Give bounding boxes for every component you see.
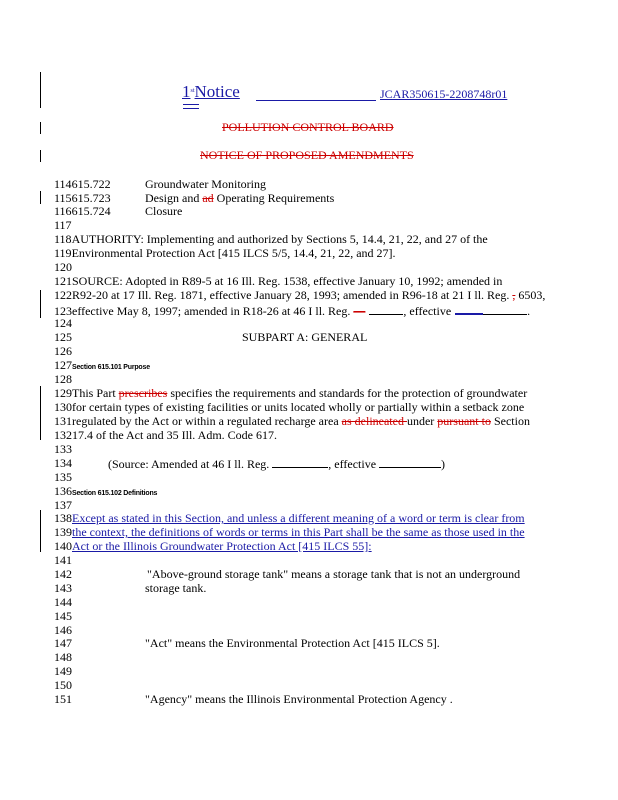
line-number: 143 [54, 581, 72, 595]
blank-reg [369, 303, 403, 315]
definition-text: "Above-ground storage tank" means a storage tank that is not an underground [147, 567, 521, 581]
deleted-text: ad [202, 191, 214, 205]
line-number: 129 [54, 386, 72, 400]
section-title: Design and [145, 191, 203, 205]
deleted-text: , [512, 288, 516, 302]
line-138 [54, 511, 525, 525]
inserted-text: Act or the Illinois Groundwater Protection Act [415 ILCS 55]: [72, 539, 372, 553]
line-133 [54, 442, 72, 456]
line-147 [54, 636, 440, 650]
line-135 [54, 470, 72, 484]
definition-text: storage tank. [145, 581, 207, 595]
source-note: (Source: Amended at 46 I ll. Reg. [108, 457, 273, 471]
line-text: R92-20 at 17 Ill. Reg. 1871, effective January 28, 1993; amended in R96-18 at 21 I ll. Reg. [72, 288, 513, 302]
line-142 [54, 567, 521, 581]
line-number: 131 [54, 414, 72, 428]
inserted-text: Except as stated in this Section, and unless a different meaning of a word or term is clear from [72, 511, 525, 525]
notice-title: NOTICE OF PROPOSED AMENDMENTS [200, 148, 414, 162]
section-number: 615.724 [71, 204, 111, 218]
header-double-rule [183, 104, 199, 109]
line-text: for certain types of existing facilities or units located wholly or partially within a setback zone [72, 400, 525, 414]
line-137 [54, 498, 72, 512]
line-text: AUTHORITY: Implementing and authorized by Sections 5, 14.4, 21, 22, and 27 of the [71, 232, 488, 246]
blank-reg [272, 456, 328, 468]
line-number: 122 [54, 288, 72, 302]
line-number: 146 [54, 623, 72, 637]
change-bar [40, 72, 41, 108]
line-number: 134 [54, 456, 72, 470]
line-number: 136 [54, 484, 72, 498]
change-bar [40, 150, 41, 162]
doc-id: JCAR350615-2208748r01 [380, 87, 508, 101]
header-superscript: st [190, 88, 195, 94]
header-notice: Notice [194, 82, 240, 101]
line-number: 132 [54, 428, 72, 442]
line-146 [54, 623, 72, 637]
deleted-text: prescribes [118, 386, 168, 400]
line-number: 118 [54, 232, 72, 246]
line-text: 6503, [515, 288, 546, 302]
change-bar [40, 290, 41, 318]
blank-effective-inserted [455, 302, 483, 315]
blank-effective [379, 456, 441, 468]
line-number: 145 [54, 609, 72, 623]
line-number: 149 [54, 664, 72, 678]
line-number: 126 [54, 344, 72, 358]
change-bar [40, 510, 41, 552]
line-number: 121 [54, 274, 72, 288]
blank-effective [483, 303, 527, 315]
page-header [182, 82, 240, 102]
line-118 [54, 232, 488, 246]
line-text: Section [490, 414, 530, 428]
line-text: . [527, 304, 531, 318]
line-115 [54, 191, 335, 205]
line-number: 133 [54, 442, 72, 456]
change-bar [40, 386, 41, 440]
line-116 [54, 204, 183, 218]
line-number: 137 [54, 498, 72, 512]
line-number: 141 [54, 553, 72, 567]
line-148 [54, 650, 72, 664]
line-text: effective May 8, 1997; amended in R18-26 at 46 I ll. Reg. [72, 304, 354, 318]
deleted-text: as delineated [341, 414, 407, 428]
line-number: 142 [54, 567, 72, 581]
line-150 [54, 678, 72, 692]
line-139 [54, 525, 525, 539]
line-text: regulated by the Act or within a regulated recharge area [72, 414, 342, 428]
line-141 [54, 553, 72, 567]
line-number: 116 [54, 204, 72, 218]
header-number: 1 [182, 82, 191, 101]
line-128 [54, 372, 72, 386]
change-bar [40, 122, 41, 134]
line-text: SOURCE: Adopted in R89-5 at 16 Ill. Reg. 1538, effective January 10, 1992; amended in [72, 274, 503, 288]
line-132 [54, 428, 277, 442]
line-text: This Part [72, 386, 119, 400]
line-text: under [406, 414, 438, 428]
line-145 [54, 609, 72, 623]
line-140 [54, 539, 372, 553]
source-note: , effective [328, 457, 380, 471]
line-number: 135 [54, 470, 72, 484]
section-number: 615.722 [71, 177, 111, 191]
line-text: Environmental Protection Act [415 ILCS 5/5, 14.4, 21, 22, and 27]. [71, 246, 396, 260]
line-144 [54, 595, 72, 609]
definition-text: "Agency" means the Illinois Environmental Protection Agency . [145, 692, 453, 706]
section-heading: Section 615.101 Purpose [72, 364, 150, 371]
line-text: , effective [403, 304, 452, 318]
section-title: Groundwater Monitoring [145, 177, 266, 191]
line-number: 150 [54, 678, 72, 692]
deleted-text: pursuant to [437, 414, 491, 428]
board-title: POLLUTION CONTROL BOARD [222, 120, 394, 134]
line-125 [54, 330, 368, 344]
line-number: 127 [54, 358, 72, 372]
source-note: ) [441, 457, 446, 471]
line-number: 120 [54, 260, 72, 274]
line-123 [54, 302, 530, 318]
line-number: 138 [54, 511, 72, 525]
line-121 [54, 274, 502, 288]
line-130 [54, 400, 524, 414]
line-131 [54, 414, 530, 428]
line-number: 148 [54, 650, 72, 664]
line-number: 144 [54, 595, 72, 609]
line-117 [54, 218, 72, 232]
line-number: 151 [54, 692, 72, 706]
line-number: 125 [54, 330, 72, 344]
deleted-text: — [353, 304, 366, 318]
section-number: 615.723 [71, 191, 111, 205]
line-122 [54, 288, 545, 302]
line-120 [54, 260, 72, 274]
subpart-heading: SUBPART A: GENERAL [242, 330, 368, 344]
line-114 [54, 177, 266, 191]
line-124 [54, 316, 72, 330]
line-number: 139 [54, 525, 72, 539]
line-number: 123 [54, 304, 72, 318]
section-title: Closure [145, 204, 183, 218]
section-title: Operating Requirements [213, 191, 335, 205]
definition-text: "Act" means the Environmental Protection Act [415 ILCS 5]. [145, 636, 440, 650]
change-bar [40, 191, 41, 204]
line-129 [54, 386, 527, 400]
line-text: specifies the requirements and standards for the protection of groundwater [167, 386, 528, 400]
line-134 [54, 456, 446, 471]
line-number: 124 [54, 316, 72, 330]
line-number: 140 [54, 539, 72, 553]
header-rule [256, 100, 376, 101]
line-number: 147 [54, 636, 72, 650]
line-number: 117 [54, 218, 72, 232]
line-143 [54, 581, 207, 595]
line-number: 128 [54, 372, 72, 386]
line-text: 17.4 of the Act and 35 Ill. Adm. Code 617. [72, 428, 277, 442]
line-number: 119 [54, 246, 72, 260]
line-number: 115 [54, 191, 72, 205]
line-number: 130 [54, 400, 72, 414]
line-151 [54, 692, 453, 706]
line-119 [54, 246, 396, 260]
section-heading: Section 615.102 Definitions [72, 490, 158, 497]
line-149 [54, 664, 72, 678]
inserted-text: the context, the definitions of words or terms in this Part shall be the same as those used in the [72, 525, 525, 539]
line-number: 114 [54, 177, 72, 191]
line-126 [54, 344, 72, 358]
